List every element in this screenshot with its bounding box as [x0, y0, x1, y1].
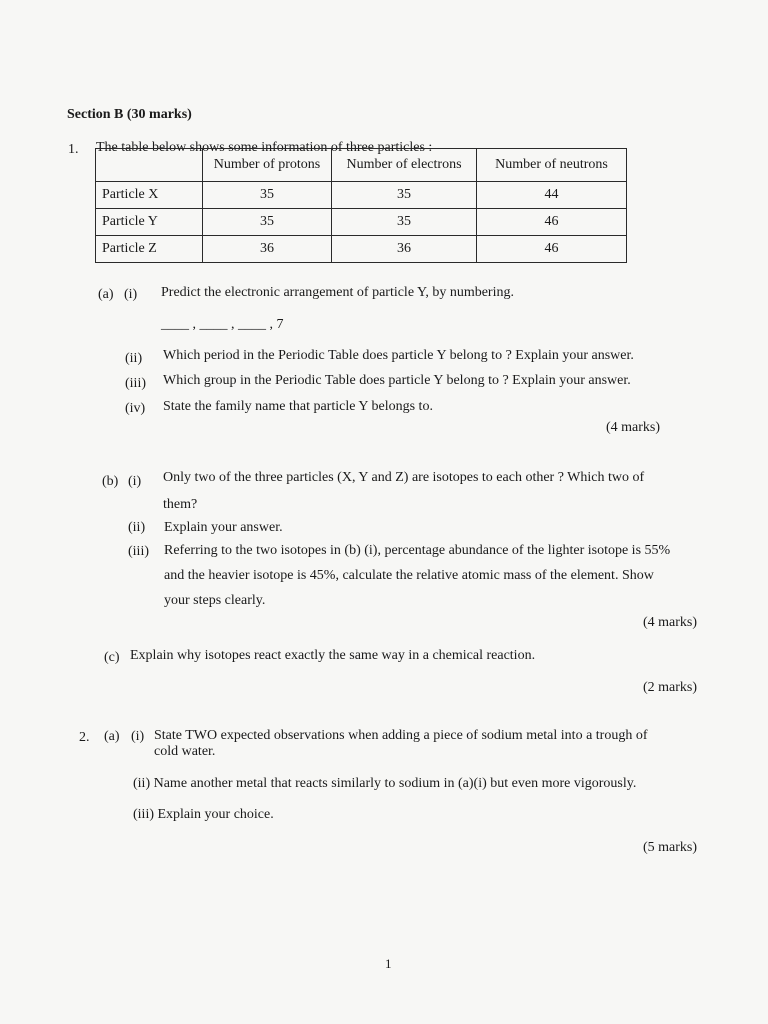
particle-table — [95, 148, 627, 263]
q1b-i-label: (i) — [128, 474, 142, 489]
q1a-iii-label: (iii) — [125, 376, 146, 391]
table-cell-label: Particle Y — [96, 209, 203, 236]
table-cell: 36 — [332, 236, 477, 263]
q1b-label: (b) — [102, 474, 119, 489]
q1b-i-text-line1: Only two of the three particles (X, Y and Z) are isotopes to each other ? Which two of — [163, 470, 645, 485]
table-row — [96, 209, 627, 236]
q2a-i-text-line1: State TWO expected observations when adding a piece of sodium metal into a trough of — [154, 728, 648, 743]
q1b-ii-text: Explain your answer. — [164, 520, 283, 535]
table-header-cell: Number of electrons — [332, 149, 477, 182]
q1c-label: (c) — [104, 650, 120, 665]
q1a-iv-label: (iv) — [125, 401, 146, 416]
page-number: 1 — [385, 956, 392, 971]
q2-marks: (5 marks) — [643, 840, 698, 855]
table-cell: 46 — [477, 209, 627, 236]
q1a-i-label: (i) — [124, 287, 138, 302]
q1b-ii-label: (ii) — [128, 520, 146, 535]
q2-number: 2. — [79, 730, 90, 745]
table-header-cell: Number of neutrons — [477, 149, 627, 182]
q2a-i-text-line2: cold water. — [154, 744, 216, 759]
table-header-row — [96, 149, 627, 182]
q1c-text: Explain why isotopes react exactly the same way in a chemical reaction. — [130, 648, 536, 663]
section-title: Section B (30 marks) — [67, 107, 192, 122]
table-cell: 35 — [203, 209, 332, 236]
q1b-iii-text-line3: your steps clearly. — [164, 593, 266, 608]
table-cell-label: Particle Z — [96, 236, 203, 263]
table-cell-label: Particle X — [96, 182, 203, 209]
table-row — [96, 236, 627, 263]
q1a-ii-text: Which period in the Periodic Table does particle Y belong to ? Explain your answer. — [163, 348, 634, 363]
table-header-cell — [96, 149, 203, 182]
q1b-i-text-line2: them? — [163, 497, 198, 512]
q1b-iii-text-line2: and the heavier isotope is 45%, calculate the relative atomic mass of the element. Show — [164, 568, 654, 583]
q1a-ii-label: (ii) — [125, 351, 143, 366]
q2a-label: (a) — [104, 729, 120, 744]
table-cell: 35 — [332, 209, 477, 236]
table-cell: 35 — [203, 182, 332, 209]
table-cell: 36 — [203, 236, 332, 263]
table-cell: 44 — [477, 182, 627, 209]
table-header-cell: Number of protons — [203, 149, 332, 182]
q1b-iii-text-line1: Referring to the two isotopes in (b) (i), percentage abundance of the lighter isotope is 55% — [164, 543, 671, 558]
q1b-iii-label: (iii) — [128, 544, 149, 559]
q1a-iv-text: State the family name that particle Y belongs to. — [163, 399, 433, 414]
q1a-marks: (4 marks) — [606, 420, 661, 435]
q1-intro: The table below shows some information of three particles : — [96, 140, 433, 155]
q1a-iii-text: Which group in the Periodic Table does particle Y belong to ? Explain your answer. — [163, 373, 631, 388]
table-cell: 46 — [477, 236, 627, 263]
q1-number: 1. — [68, 142, 79, 157]
table-row — [96, 182, 627, 209]
table-cell: 35 — [332, 182, 477, 209]
q1a-i-text: Predict the electronic arrangement of particle Y, by numbering. — [161, 285, 514, 300]
q1a-label: (a) — [98, 287, 114, 302]
q1a-arrangement-blanks: ____ , ____ , ____ , 7 — [161, 317, 284, 332]
q2a-ii-text: (ii) Name another metal that reacts similarly to sodium in (a)(i) but even more vigorously. — [133, 776, 637, 791]
q1b-marks: (4 marks) — [643, 615, 698, 630]
q1c-marks: (2 marks) — [643, 680, 698, 695]
q2a-i-label: (i) — [131, 729, 145, 744]
q2a-iii-text: (iii) Explain your choice. — [133, 807, 274, 822]
